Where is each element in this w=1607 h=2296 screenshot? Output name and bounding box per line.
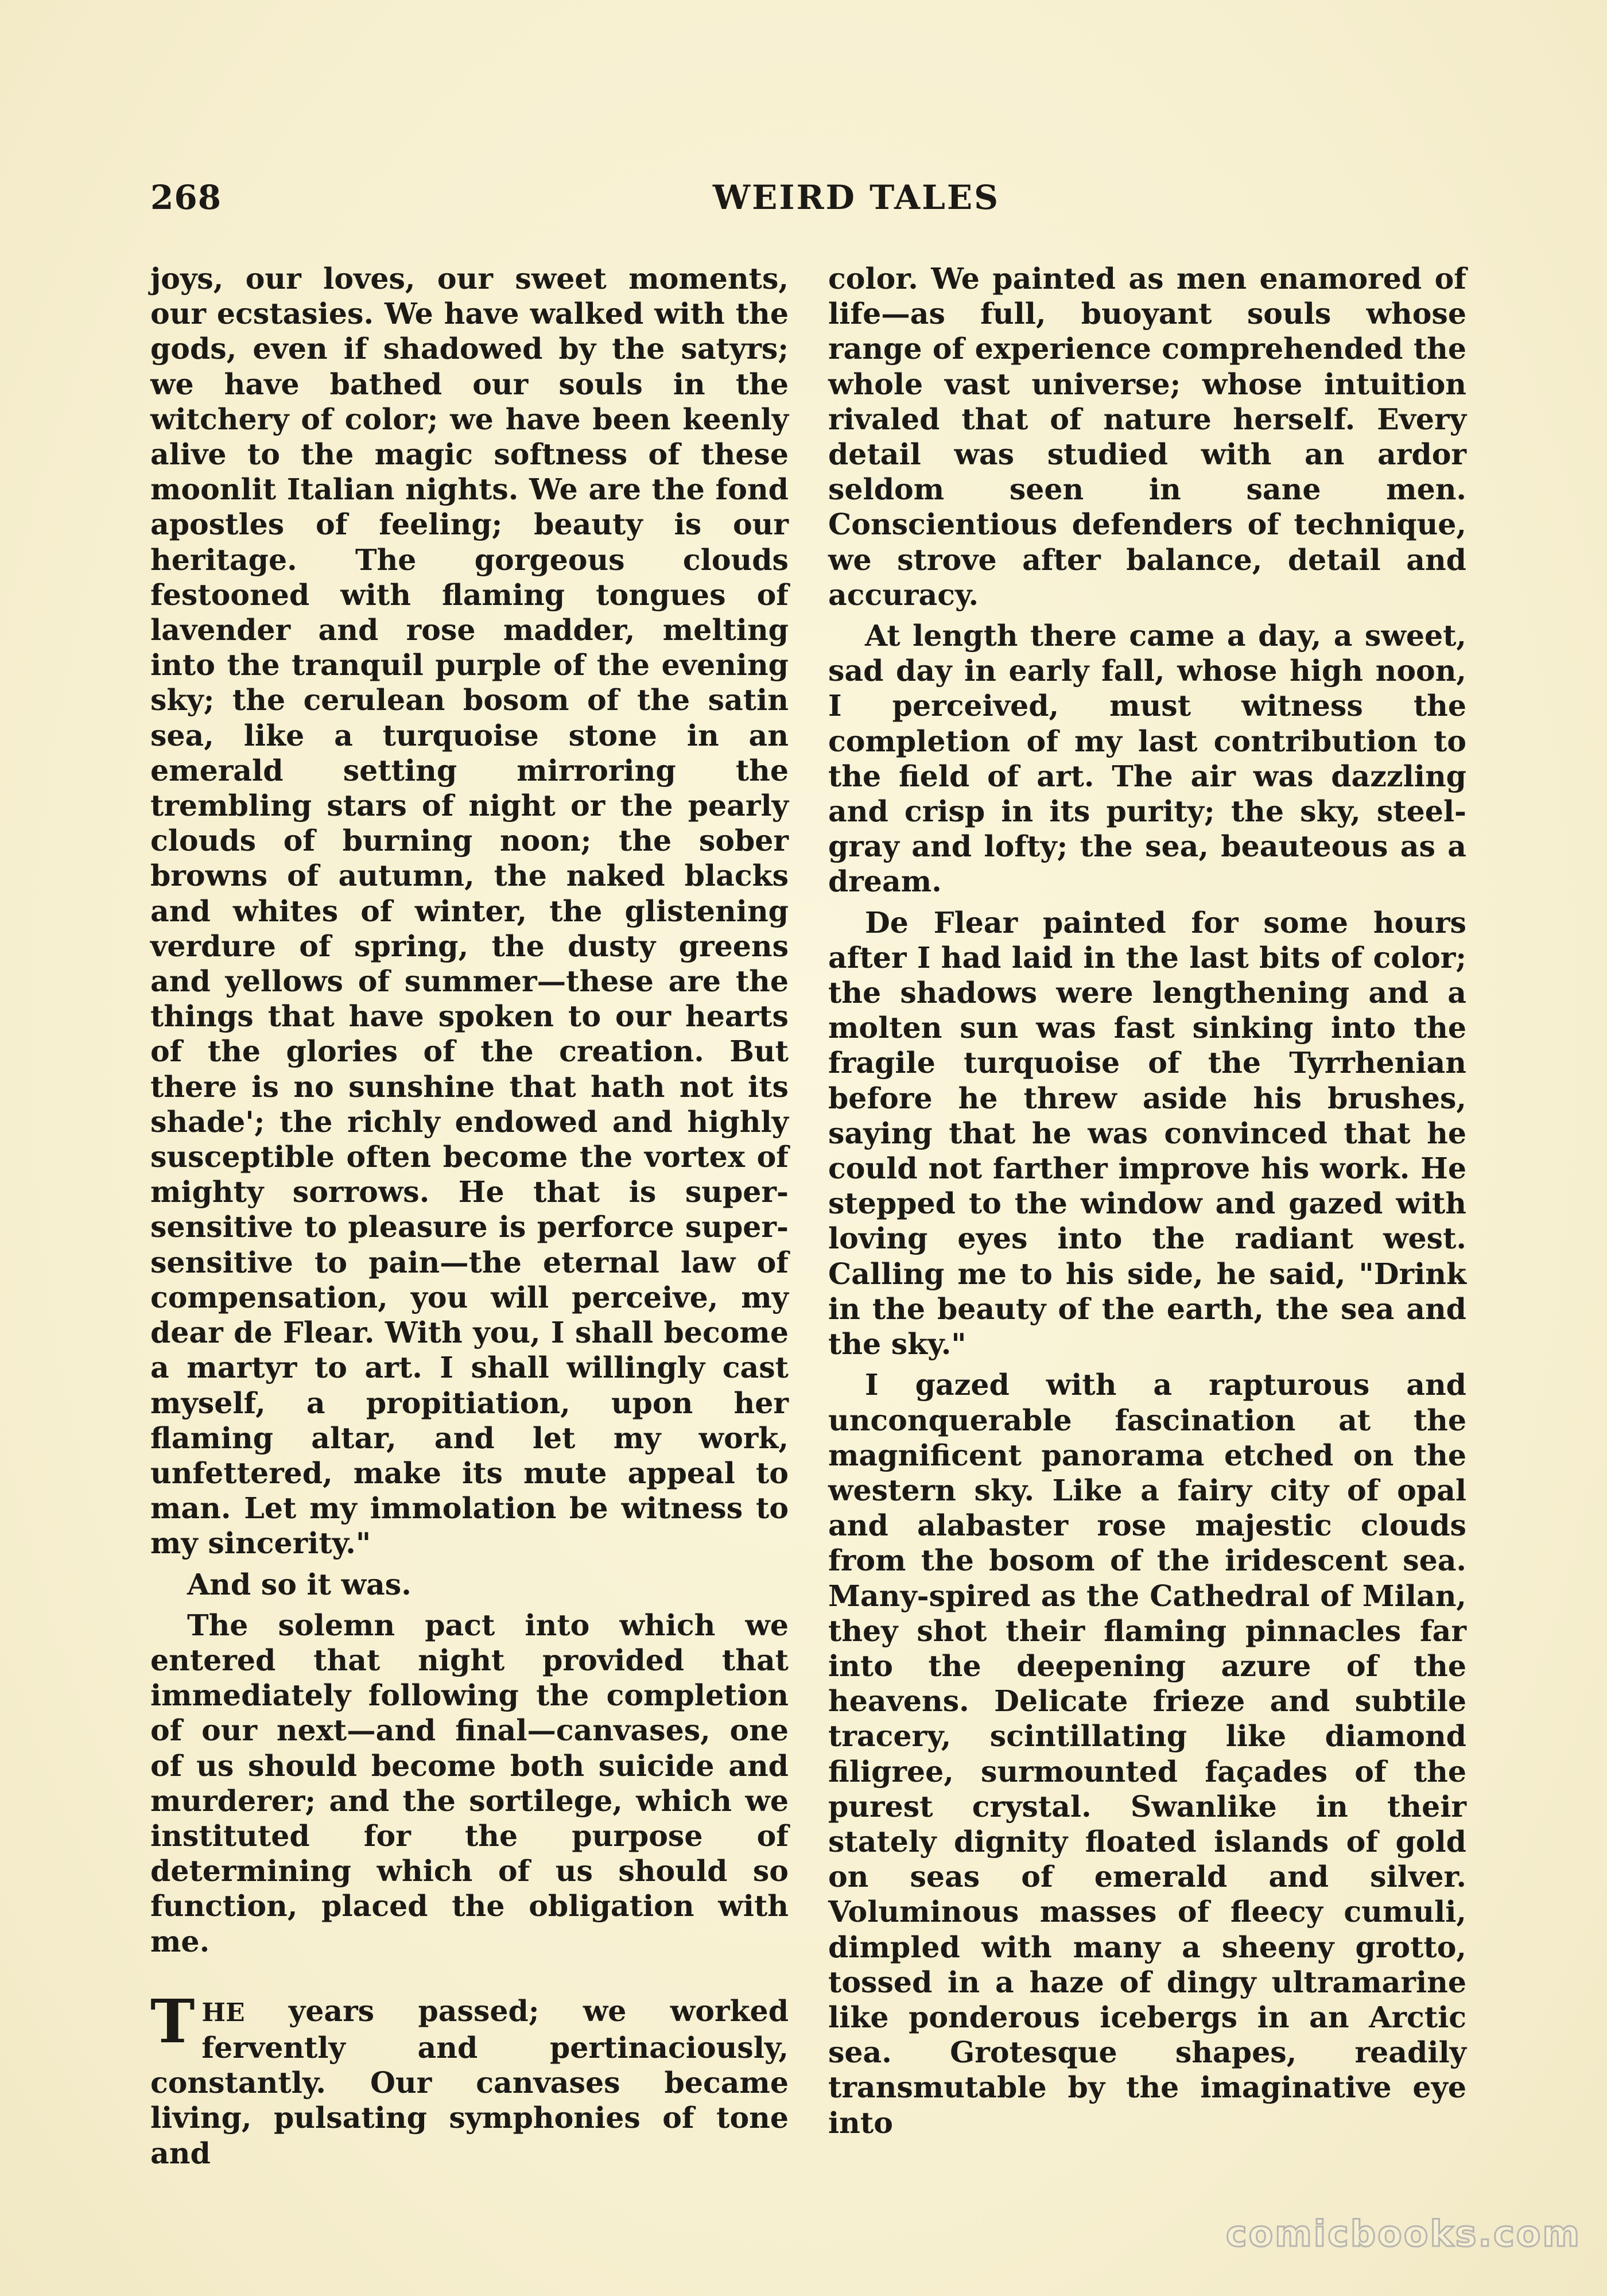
left-column [150,261,789,2171]
paragraph: I gazed with a rapturous and unconquerable fascination at the magnificent panorama etched on the western sky. Like a fairy city of opal and alabaster rose majestic clouds from the bosom of the iridescent sea. Many-spired as the Cathedral of Milan, they shot their flaming pinnacles far into the deepening azure of the heavens. Delicate frieze and subtile tracery, scintillating like diamond filigree, surmounted façades of the purest crystal. Swanlike in their stately dignity floated islands of gold on seas of emerald and silver. Voluminous masses of fleecy cumuli, dimpled with many a sheeny grotto, tossed in a haze of dingy ultramarine like ponderous icebergs in an Arctic sea. Grotesque shapes, readily transmutable by the imaginative eye into [828,1368,1466,2140]
paragraph: And so it was. [187,1567,412,1601]
page-number: 268 [150,178,222,217]
right-column [828,261,1466,2140]
paragraph-with-dropcap [150,1985,789,2171]
watermark: comicbooks.com [1225,2213,1581,2255]
paragraph: At length there came a day, a sweet, sad day in early fall, whose high noon, I perceived, must witness the completion of my last contribution to the field of art. The air was dazzling and crisp in its purity; the sky, steel-gray and lofty; the sea, beauteous as a dream. [828,619,1466,899]
running-head: WEIRD TALES [712,178,1000,217]
small-caps-lead: HE [201,1998,245,2027]
page-header [150,178,1465,224]
paragraph: joys, our loves, our sweet moments, our ecstasies. We have walked with the gods, even if shadowed by the satyrs; we have bathed our souls in the witchery of color; we have been keenly alive to the magic softness of these moonlit Italian nights. We are the fond apostles of feeling; beauty is our heritage. The gorgeous clouds festooned with flaming tongues of lavender and rose madder, melting into the tranquil purple of the evening sky; the cerulean bosom of the satin sea, like a turquoise stone in an emerald setting mirroring the trembling stars of night or the pearly clouds of burning noon; the sober browns of autumn, the naked blacks and whites of winter, the glistening verdure of spring, the dusty greens and yellows of summer—these are the things that have spoken to our hearts of the glories of the creation. But there is no sunshine that hath not its shade'; the richly endowed and highly susceptible often become the vortex of mighty sorrows. He that is super-sensitive to pleasure is perforce super-sensitive to pain—the eternal law of compensation, you will perceive, my dear de Flear. With you, I shall become a martyr to art. I shall willingly cast myself, a propitiation, upon her flaming altar, and let my work, unfettered, make its mute appeal to man. Let my immolation be witness to my sincerity." [150,262,789,1561]
drop-cap: T [150,1985,195,2057]
paragraph-text: years passed; we worked fervently and pertinaciously, constantly. Our canvases became living, pulsating symphonies of tone and [150,1994,789,2170]
paragraph: color. We painted as men enamored of life—as full, buoyant souls whose range of experience comprehended the whole vast universe; whose intuition rivaled that of nature herself. Every detail was studied with an ardor seldom seen in sane men. Conscientious defenders of technique, we strove after balance, detail and accuracy. [828,262,1466,612]
paragraph: The solemn pact into which we entered that night provided that immediately following the completion of our next—and final—canvases, one of us should become both suicide and murderer; and the sortilege, which we instituted for the purpose of determining which of us should so function, placed the obligation with me. [150,1608,789,1958]
paragraph: De Flear painted for some hours after I had laid in the last bits of color; the shadows were lengthening and a molten sun was fast sinking into the fragile turquoise of the Tyrrhenian before he threw aside his brushes, saying that he was convinced that he could not farther improve his work. He stepped to the window and gazed with loving eyes into the radiant west. Calling me to his side, he said, "Drink in the beauty of the earth, the sea and the sky." [828,905,1466,1362]
section-break [150,1959,789,1994]
